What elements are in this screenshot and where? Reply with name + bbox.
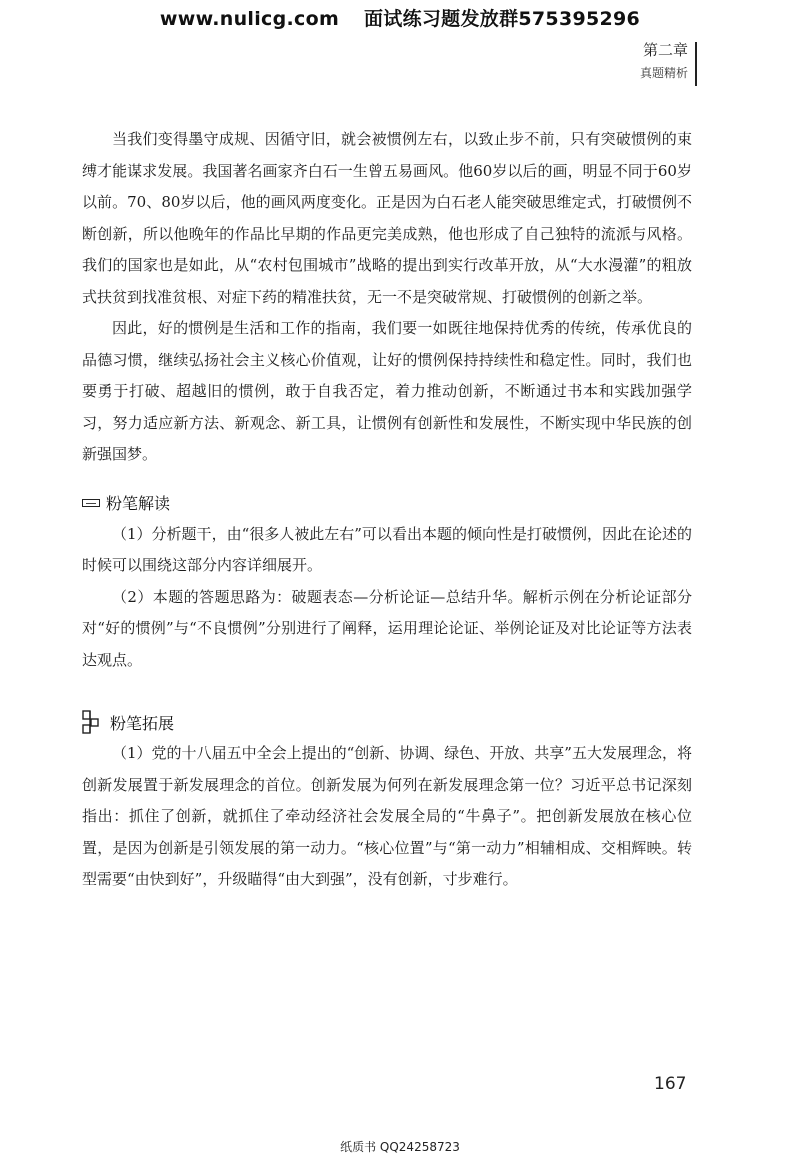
chapter-header xyxy=(640,40,688,83)
banner-url: www.nulicg.com xyxy=(159,8,340,30)
page-content xyxy=(82,124,692,896)
chapter-title: 第二章 xyxy=(642,41,688,59)
body-paragraph: 因此，好的惯例是生活和工作的指南，我们要一如既往地保持优秀的传统，传承优良的品德习惯，继续弘扬社会主义核心价值观，让好的惯例保持持续性和稳定性。同时，我们也要勇于打破、超越旧的惯例，敢于自我否定，着力推动创新，不断通过书本和实践加强学习，努力适应新方法、新观念、新工具，让惯例有创新性和发展性，不断实现中华民族的创新强国梦。 xyxy=(82,319,692,463)
section-title: 粉笔解读 xyxy=(106,494,171,513)
section-heading-extension xyxy=(82,706,692,738)
section-paragraph: （2）本题的答题思路为：破题表态—分析论证—总结升华。解析示例在分析论证部分对“好的惯例”与“不良惯例”分别进行了阐释，运用理论论证、举例论证及对比论证等方法表达观点。 xyxy=(82,587,692,669)
section-title: 粉笔拓展 xyxy=(110,713,175,733)
chalk-reading-icon xyxy=(82,499,100,507)
chalk-extension-icon xyxy=(82,710,100,734)
banner-text: 面试练习题发放群575395296 xyxy=(363,8,641,30)
section-paragraph: （1）党的十八届五中全会上提出的“创新、协调、绿色、开放、共享”五大发展理念，将创新发展置于新发展理念的首位。创新发展为何列在新发展理念第一位？习近平总书记深刻指出：抓住了创新，就抓住了牵动经济社会发展全局的“牛鼻子”。把创新发展放在核心位置，是因为创新是引领发展的第一动力。“核心位置”与“第一动力”相辅相成、交相辉映。转型需要“由快到好”，升级瞄得“由大到强”，没有创新，寸步难行。 xyxy=(82,744,692,888)
body-paragraph: 当我们变得墨守成规、因循守旧，就会被惯例左右，以致止步不前，只有突破惯例的束缚才能谋求发展。我国著名画家齐白石一生曾五易画风。他60岁以后的画，明显不同于60岁以前。70、80岁以后，他的画风两度变化。正是因为白石老人能突破思维定式，打破惯例不断创新，所以他晚年的作品比早期的作品更完美成熟，他也形成了自己独特的流派与风格。我们的国家也是如此，从“农村包围城市”战略的提出到实行改革开放，从“大水漫灌”的粗放式扶贫到找准贫根、对症下药的精准扶贫，无一不是突破常规、打破惯例的创新之举。 xyxy=(82,130,692,306)
chapter-subtitle: 真题精析 xyxy=(639,66,688,80)
section-paragraph: （1）分析题干，由“很多人被此左右”可以看出本题的倾向性是打破惯例，因此在论述的时候可以围绕这部分内容详细展开。 xyxy=(82,524,692,574)
top-banner xyxy=(0,4,800,31)
section-heading-interpretation xyxy=(82,487,692,519)
page-number: 167 xyxy=(654,1074,687,1094)
chapter-divider xyxy=(695,42,697,86)
footer-text: 纸质书 QQ24258723 xyxy=(340,1140,460,1154)
